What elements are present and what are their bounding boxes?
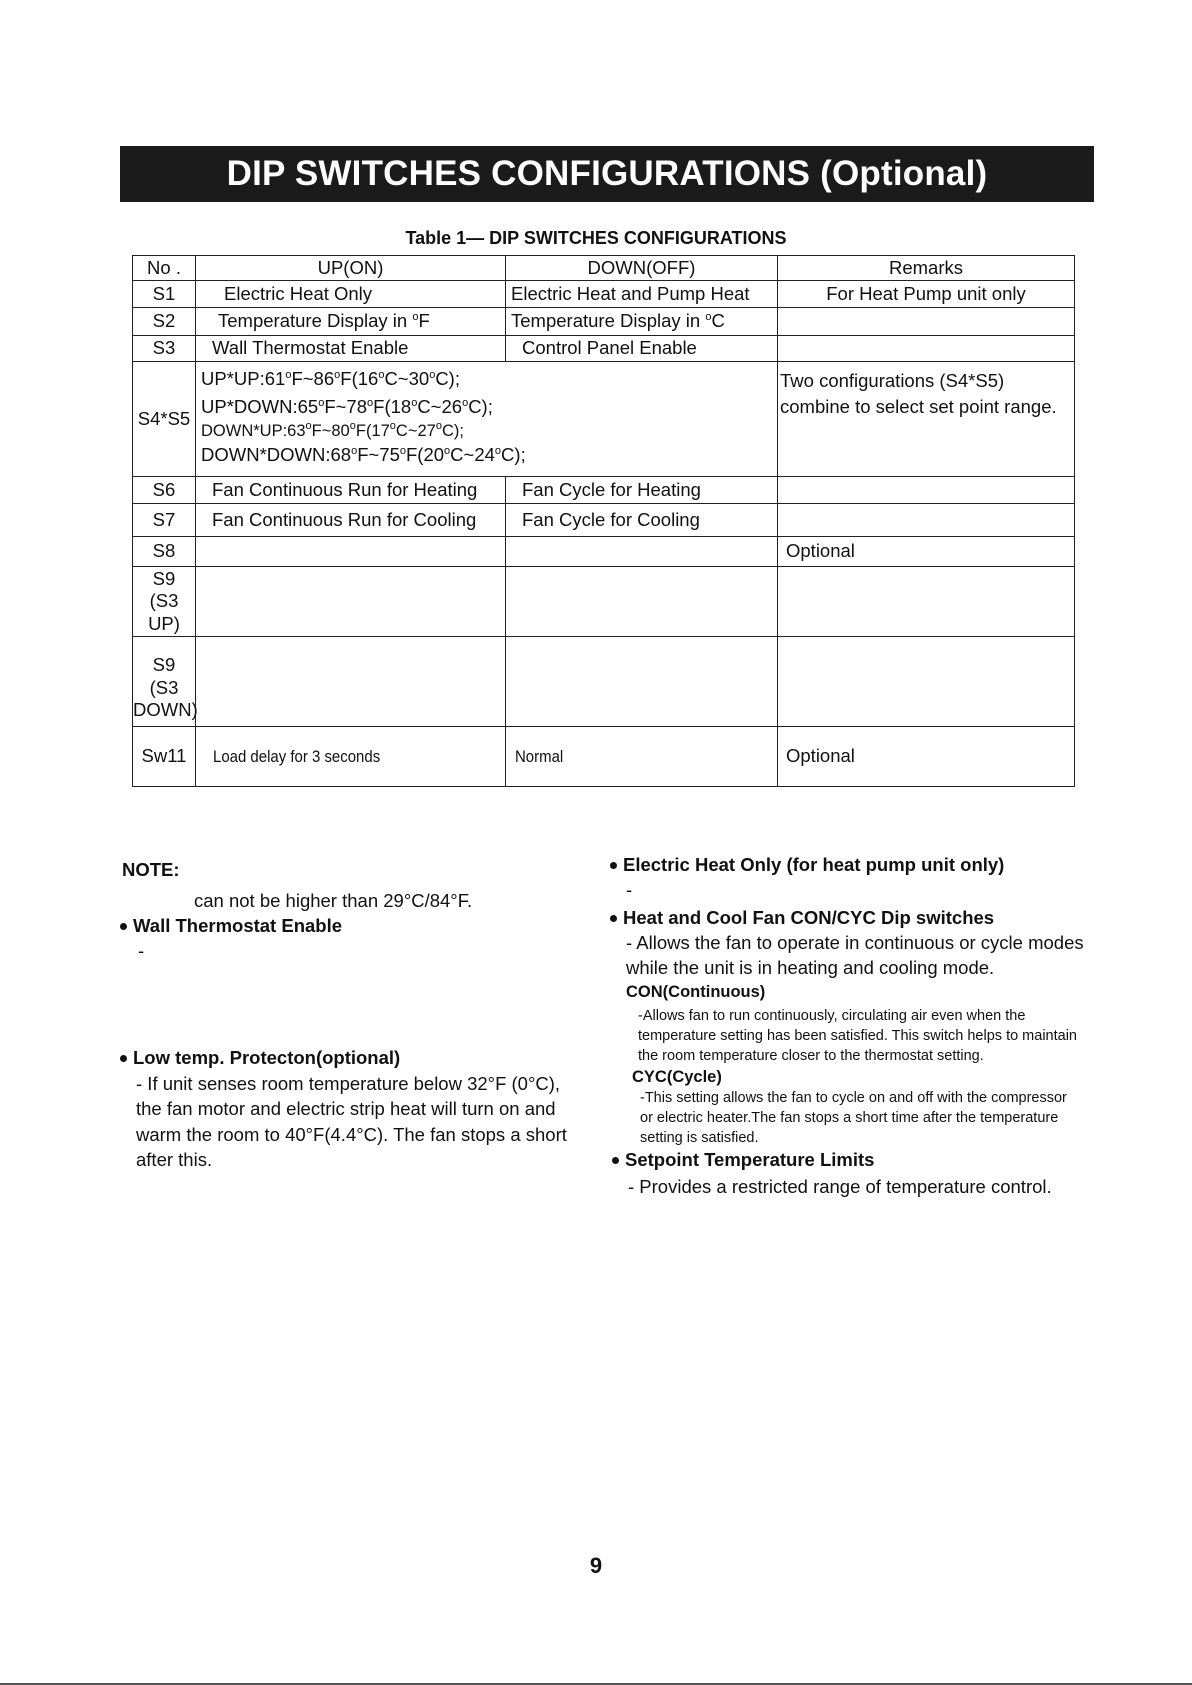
remarks-value [778,567,1075,637]
down-text: Normal [515,747,564,767]
switch-no-line: S9 [152,654,176,676]
switch-no: S6 [133,477,196,504]
table-row [133,362,1075,477]
down-value [506,637,778,727]
bullet-icon [120,923,127,930]
low-temp-text: - If unit senses room temperature below 32°F (0°C), the fan motor and electric strip heat will turn on and warm the room to 40°F(4.4°C). The fan stops a short after this. [136,1072,567,1170]
table-row [133,727,1075,787]
bullet-icon [120,1055,127,1062]
note-text: can not be higher than 29°C/84°F. [194,889,473,911]
remarks-value: For Heat Pump unit only [778,281,1075,308]
down-value [506,567,778,637]
switch-no-line: S9 [152,567,176,589]
switch-no: S3 [133,336,196,362]
down-value: Control Panel Enable [506,336,778,362]
switch-no: S1 [133,281,196,308]
table-row [133,567,1075,637]
header-down: DOWN(OFF) [506,256,778,281]
down-value [506,727,778,787]
header-up: UP(ON) [196,256,506,281]
electric-heat-title: Electric Heat Only (for heat pump unit only) [623,854,1005,875]
switch-no: S7 [133,504,196,537]
down-text: Temperature Display in [511,310,706,332]
electric-heat-dash: - [626,878,633,900]
dip-switch-table [132,255,1075,787]
switch-no: Sw11 [133,727,196,787]
up-value [196,727,506,787]
remarks-value: Optional [778,537,1075,567]
remarks-value [778,477,1075,504]
table-title: Table 1— DIP SWITCHES CONFIGURATIONS [405,228,787,248]
table-row [133,281,1075,308]
header-remarks: Remarks [778,256,1075,281]
up-value: Fan Continuous Run for Heating [196,477,506,504]
up-unit: F [418,310,430,332]
fan-con-cyc-title: Heat and Cool Fan CON/CYC Dip switches [623,906,995,928]
up-value: Fan Continuous Run for Cooling [196,504,506,537]
bullet-icon [610,915,617,922]
wall-thermostat-dash: - [138,939,145,961]
switch-no: S4*S5 [133,362,196,477]
con-text: -Allows fan to run continuously, circulating air even when the temperature setting has been satisfied. This switch helps to maintain the room temperature closer to the thermostat setting. [638,1008,1077,1065]
up-value [196,537,506,567]
down-value: Fan Cycle for Cooling [506,504,778,537]
notes-left-column [120,858,567,1172]
header-no: No . [133,256,196,281]
switch-no-line: (S3 UP) [148,590,180,634]
remarks-value: Two configurations (S4*S5) combine to select set point range. [778,362,1075,477]
switch-no-line: (S3 [149,676,179,698]
range-options [196,362,778,477]
up-value [196,637,506,727]
table-row [133,637,1075,727]
banner-title: DIP SWITCHES CONFIGURATIONS (Optional) [226,154,988,193]
down-value: Fan Cycle for Heating [506,477,778,504]
range-up-up: UP*UP:61$^o$F~86$^o$F(16$^o$C~30$^o$C); [201,368,460,389]
bullet-icon [612,1157,619,1164]
page-number: 9 [589,1553,603,1578]
down-unit: C [711,310,725,332]
remarks-value [778,336,1075,362]
notes-right-column [610,853,1100,1200]
switch-no: S2 [133,308,196,336]
down-value: Temperature Display in $^o$C [506,308,778,336]
remarks-value [778,504,1075,537]
electric-heat-heading [610,853,1100,878]
range-down-down: DOWN*DOWN:68$^o$F~75$^o$F(20$^o$C~24$^o$C); [201,444,526,466]
fan-con-cyc-heading [610,906,1100,931]
switch-no: S8 [133,537,196,567]
note-label: NOTE: [122,859,180,880]
table-row [133,537,1075,567]
down-value [506,537,778,567]
up-value [196,567,506,637]
wall-thermostat-title: Wall Thermostat Enable [133,914,343,936]
page-banner [120,146,1094,202]
table-row [133,308,1075,336]
remarks-value: Optional [778,727,1075,787]
switch-no-line: DOWN) [133,699,198,721]
range-up-down: UP*DOWN:65$^o$F~78$^o$F(18$^o$C~26$^o$C); [201,395,493,417]
table-row [133,336,1075,362]
switch-no [133,637,196,727]
down-value: Electric Heat and Pump Heat [506,281,778,308]
table-row [133,504,1075,537]
remarks-value [778,308,1075,336]
setpoint-title: Setpoint Temperature Limits [625,1149,875,1171]
up-text: Load delay for 3 seconds [213,747,381,767]
bullet-icon [610,862,617,869]
con-label: CON(Continuous) [626,982,766,1001]
low-temp-title: Low temp. Protecton(optional) [133,1046,401,1068]
wall-thermostat-heading [120,914,560,939]
cyc-label: CYC(Cycle) [632,1068,722,1087]
remarks-value [778,637,1075,727]
setpoint-text: - Provides a restricted range of temperature control. [628,1176,1052,1198]
low-temp-heading [120,1046,560,1071]
up-value: Temperature Display in $^o$F [196,308,506,336]
range-down-up: DOWN*UP:63$^o$F~80$^o$F(17$^o$C~27$^o$C); [201,420,464,441]
up-value: Electric Heat Only [196,281,506,308]
table-row [133,477,1075,504]
table-header-row [133,256,1075,281]
setpoint-heading [610,1148,1100,1173]
fan-con-cyc-text: - Allows the fan to operate in continuous or cycle modes while the unit is in heating and cooling mode. [626,931,1084,978]
switch-no [133,567,196,637]
up-text: Temperature Display in [218,310,413,332]
cyc-text: -This setting allows the fan to cycle on and off with the compressor or electric heater.The fan stops a short time after the temperature setting is satisfied. [640,1090,1067,1147]
up-value: Wall Thermostat Enable [196,336,506,362]
